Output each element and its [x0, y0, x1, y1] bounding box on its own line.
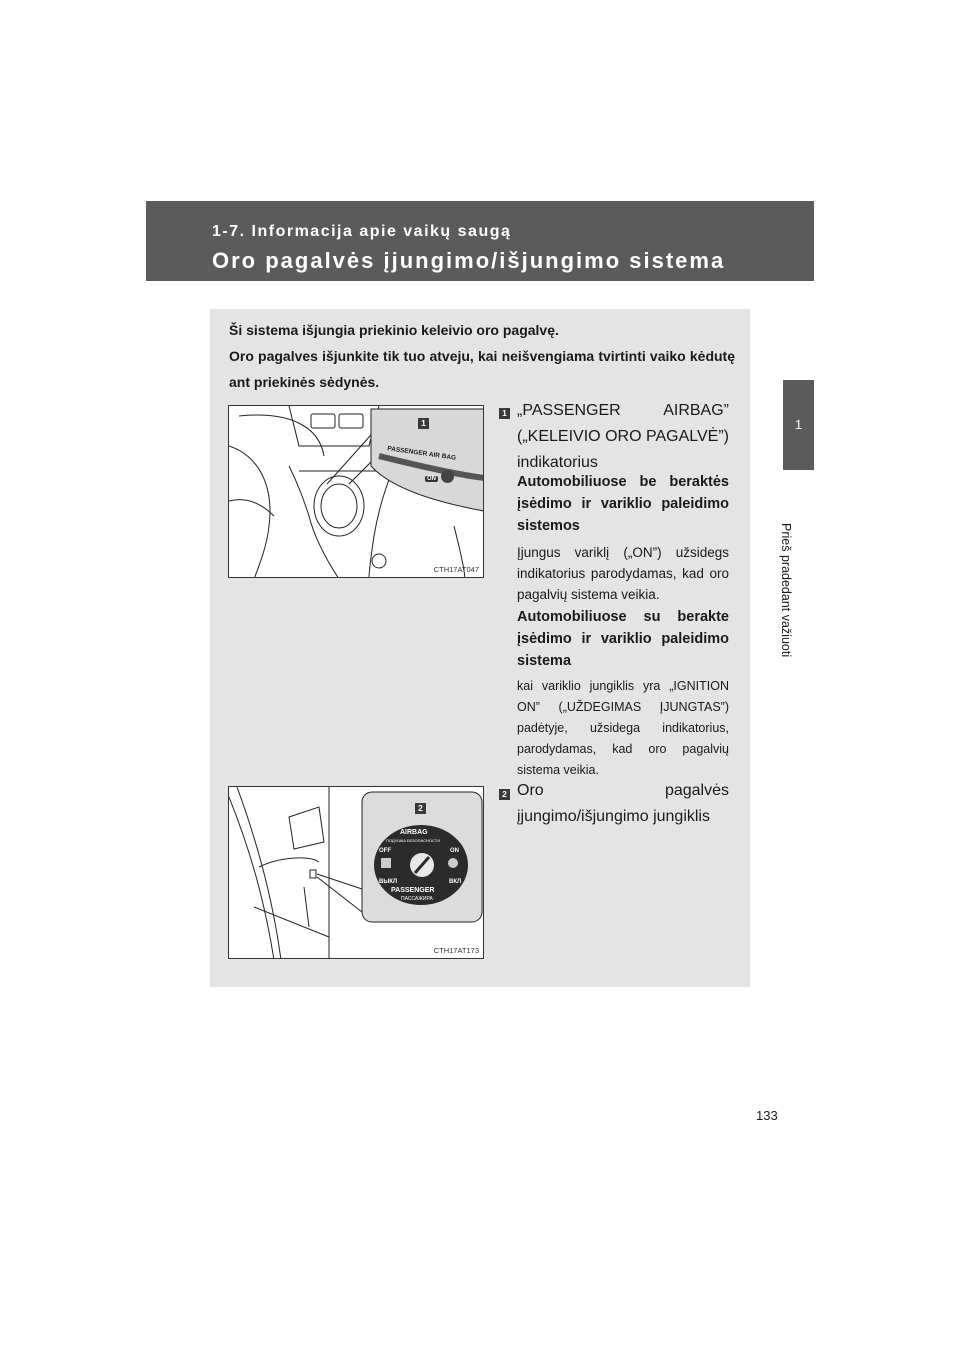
figure-indicator [228, 405, 484, 578]
section-header [146, 201, 814, 281]
switch-vykl-label: ВЫКЛ [379, 879, 398, 885]
intro-text [229, 317, 735, 395]
switch-passenger-ru-label: ПАССАЖИРА [401, 896, 433, 902]
chapter-tab: 1 [783, 380, 814, 470]
section-subtitle: 1-7. Informacija apie vaikų saugą [212, 223, 512, 240]
switch-passenger-label: PASSENGER [391, 887, 435, 894]
item1-title: „PASSENGER AIRBAG” („KELEIVIO ORO PAGALVĖ”) indikatorius [517, 402, 729, 471]
chapter-side-label [779, 520, 811, 670]
item2-marker: 2 [499, 789, 510, 800]
page-title: Oro pagalvės įjungimo/išjungimo sistema [212, 248, 726, 273]
intro-line-1: Ši sistema išjungia priekinio keleivio oro pagalvę. [229, 322, 559, 338]
intro-line-2: Oro pagalves išjunkite tik tuo atveju, kai neišvengiama tvirtinti vaiko kėdutę ant priekinės sėdynės. [229, 348, 735, 390]
switch-on-label: ON [450, 848, 459, 854]
dashboard-illustration [229, 406, 484, 578]
airbag-on-symbol-icon [448, 858, 458, 868]
item1-sub1-heading: Automobiliuose be beraktės įsėdimo ir variklio paleidimo sistemos [517, 474, 729, 534]
switch-vkl-label: ВКЛ [449, 879, 462, 885]
on-indicator: ON [427, 476, 436, 482]
item1-sub2-heading: Automobiliuose su berakte įsėdimo ir variklio paleidimo sistema [517, 609, 729, 669]
item2-title: Oro pagalvės įjungimo/išjungimo jungiklis [517, 782, 729, 825]
airbag-off-symbol-icon [381, 858, 391, 868]
figure1-callout-1: 1 [418, 418, 429, 429]
switch-airbag-ru-label: ПОДУШКА БЕЗОПАСНОСТИ [386, 838, 441, 843]
switch-off-label: OFF [379, 848, 391, 854]
item1-marker: 1 [499, 408, 510, 419]
item1-sub2-text: kai variklio jungiklis yra „IGNITION ON” („UŽDEGIMAS ĮJUNGTAS”) padėtyje, užsidega indikatorius, parodydamas, kad oro pagalvių sistema veikia. [517, 679, 729, 777]
switch-airbag-label: AIRBAG [400, 829, 428, 836]
figure-switch [228, 786, 484, 959]
glovebox-illustration [229, 787, 484, 959]
figure1-code: CTH17AT047 [433, 565, 479, 574]
chapter-side-label-text: Prieš pradedant važiuoti [779, 523, 793, 658]
figure2-callout-2: 2 [415, 803, 426, 814]
page-number: 133 [756, 1108, 778, 1123]
item1-sub1-text: Įjungus variklį („ON”) užsidegs indikatorius parodydamas, kad oro pagalvių sistema veikia. [517, 545, 729, 602]
airbag-off-icon [441, 470, 454, 483]
passenger-airbag-label: PASSENGER AIR BAG [386, 445, 457, 462]
figure2-code: CTH17AT173 [433, 946, 479, 955]
